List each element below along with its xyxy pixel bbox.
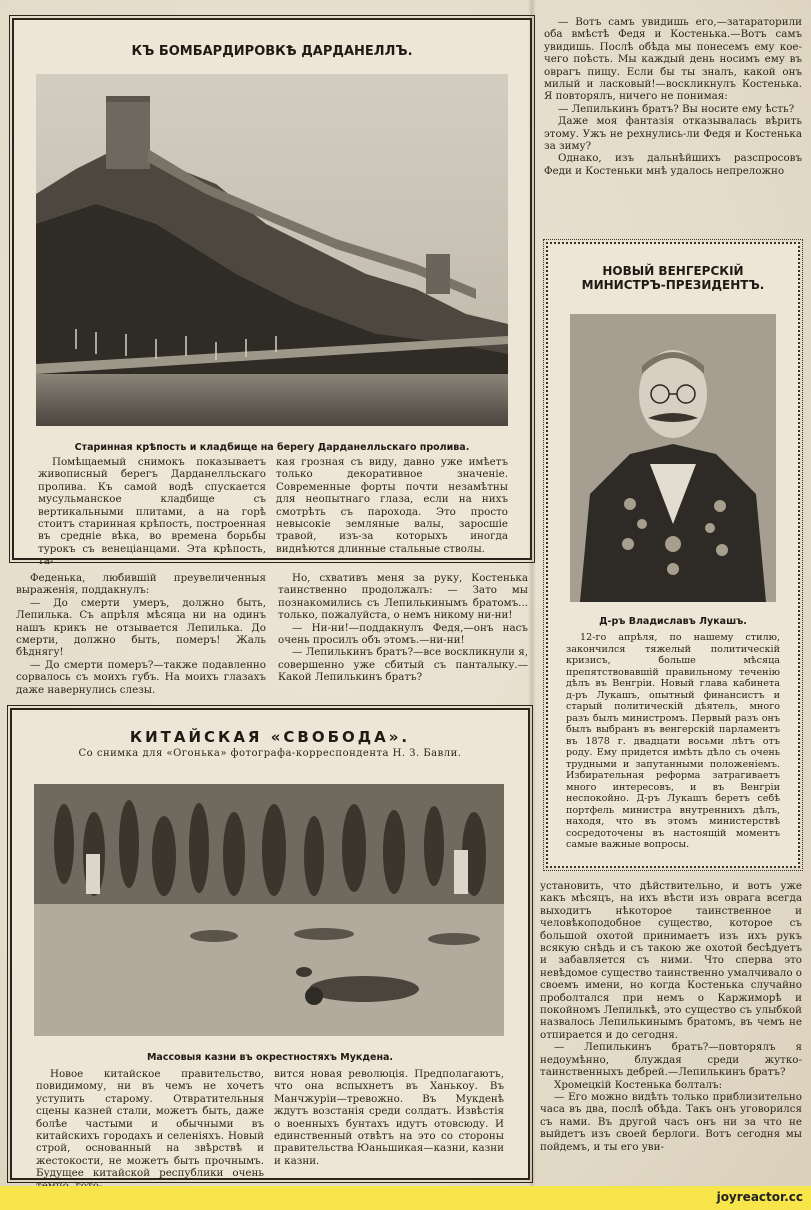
story-paragraph: — Лепилькинъ братъ?—повторялъ я недоумѣнно, блуждая среди жутко-таинственныхъ дебрей.—Лепилькинъ братъ? — [540, 1041, 802, 1079]
story-paragraph: установить, что дѣйствительно, и вотъ уже какъ мѣсяцъ, на ихъ вѣсти изъ оврага всегда выходитъ нѣкоторое таинственное и человѣкоподобное существо, которое съ большой охотой принимаетъ изъ ихъ рукъ всякую снѣдь и съ такою же охотой бесѣдуетъ и забавляется съ ними. Что сперва это невѣдомое существо таинственно умалчивало о своемъ имени, но когда Костенька случайно проболтался при немъ о Каржиморѣ и покойномъ Лепилькѣ, это существо съ улыбкой назвалось Лепилькинымъ братомъ, въ чемъ не отпирается и до сегодня. — [540, 880, 802, 1041]
story-bottom-right — [540, 880, 802, 1153]
watermark-text[interactable]: joyreactor.cc — [716, 1190, 803, 1204]
dardanelles-title: КЪ БОМБАРДИРОВКѢ ДАРДАНЕЛЛЪ. — [131, 44, 413, 59]
watermark-bar — [0, 1186, 811, 1210]
story-paragraph: — Вотъ самъ увидишь его,—затараторили оба вмѣстѣ Федя и Костенька.—Вотъ самъ увидишь. Послѣ обѣда мы понесемъ ему кое-чего поѣсть. Мы каждый день носимъ ему въ оврагъ пищу. Если бы ты зналъ, какой онъ милый и ласковый!—воскликнулъ Костенька. Я повторялъ, ничего не понимая: — [544, 16, 802, 103]
dardanelles-photo — [36, 74, 508, 426]
story-paragraph: Но, схвативъ меня за руку, Костенька таинственно продолжалъ: — Зато мы познакомились съ Лепилькинымъ братомъ... только, пожалуйста, о немъ никому ни-ни! — [278, 572, 528, 622]
china-photo-caption: Массовыя казни въ окрестностяхъ Мукдена. — [146, 1052, 394, 1063]
story-paragraph: — Его можно видѣть только приблизительно часа въ два, послѣ обѣда. Такъ онъ уговорился съ нами. Въ другой часъ онъ ни за что не выйдетъ изъ своей берлоги. Вотъ сегодня мы пойдемъ, и ты его уви- — [540, 1090, 802, 1153]
hungary-portrait — [570, 314, 776, 602]
story-paragraph: — Лепилькинъ братъ?—все воскликнули я, совершенно уже сбитый съ панталыку.—Какой Лепилькинъ братъ? — [278, 646, 528, 684]
page-fold — [528, 0, 536, 1210]
story-paragraph: — До смерти умеръ, должно быть, Лепилька. Съ апрѣля мѣсяца ни на одинъ нашъ крикъ не отзывается Лепилька. До смерти, должно быть, померъ! Жаль бѣднягу! — [16, 596, 266, 659]
story-paragraph: Однако, изъ дальнѣйшихъ разспросовъ Феди и Костеньки мнѣ удалось непреложно — [544, 152, 802, 177]
portrait-illustration — [570, 314, 776, 602]
story-paragraph: Хромецкій Костенька болталъ: — [554, 1078, 723, 1091]
story-paragraph: — Лепилькинъ братъ? Вы носите ему ѣсть? — [558, 102, 795, 115]
hungary-title: НОВЫЙ ВЕНГЕРСКІЙ МИНИСТРЪ-ПРЕЗИДЕНТЪ. — [581, 264, 765, 292]
story-mid-col1 — [16, 572, 266, 696]
china-text-left: Новое китайское правительство, повидимому, ни въ чемъ не хочетъ уступить старому. Отвратительныя сцены казней стали, можетъ быть, даже болѣе частыми и обычными въ китайскихъ городахъ и селеніяхъ. Новый строй, основанный на звѣрствѣ и жестокости, не можетъ быть прочнымъ. Будущее китайской республики очень — [36, 1068, 264, 1180]
hungary-photo-caption: Д-ръ Владиславъ Лукашъ. — [599, 616, 747, 627]
execution-photo-illustration — [34, 784, 504, 1036]
hungary-text: 12-го апрѣля, по нашему стилю, закончился тяжелый политическій кризисъ, больше мѣсяца препятствовавшій правильному теченію дѣлъ въ Венгріи. Новый глава кабинета д-ръ Лукашъ, опытный финансистъ и старый политическій дѣятель, много разъ былъ министромъ. Первый разъ онъ былъ выбранъ въ венгерскій парламентъ въ 1878 г. двадцати восьми лѣтъ отъ роду. Ему придется имѣть дѣло съ очень трудными и запутанными положеніемъ. Избирательная реформа затрагиваетъ много интересовъ, и въ Венгріи неспокойно. Д-ръ Лукашъ беретъ себѣ портфель министра внутреннихъ дѣлъ, находя, что въ этомъ министерствѣ сосредоточены въ настоящій моментъ самые важные вопросы. — [566, 632, 780, 850]
china-subtitle: Со снимка для «Огонька» фотографа-корреспондента Н. З. Бавли. — [78, 748, 462, 759]
story-mid-col2 — [278, 572, 528, 684]
story-paragraph: Феденька, любившій преувеличенныя выраженія, поддакнулъ: — [16, 572, 266, 597]
dardanelles-text-right: кая грозная съ виду, давно уже имѣетъ только декоративное значеніе. Современные форты почти незамѣтны для неопытнаго глаза, если на нихъ смотрѣть съ парохода. Это просто невысокіе земляные валы, заросшіе травой, изъ-за которыхъ иногда виднѣются длинные стальные стволы. — [276, 456, 508, 555]
china-photo — [34, 784, 504, 1036]
hungary-article — [546, 242, 800, 868]
china-title: КИТАЙСКАЯ «СВОБОДА». — [129, 728, 411, 746]
story-paragraph: — Ни-ни!—поддакнулъ Федя,—онъ насъ очень просилъ объ этомъ.—ни-ни! — [278, 621, 528, 647]
story-paragraph: — До смерти померъ?—также подавленно сорвалось съ моихъ губъ. На моихъ глазахъ даже навернулись слезы. — [16, 658, 266, 696]
dardanelles-photo-caption: Старинная крѣпость и кладбище на берегу Дарданелльскаго пролива. — [74, 442, 470, 453]
fortress-photo-illustration — [36, 74, 508, 426]
story-top-right — [544, 16, 802, 177]
china-article — [10, 708, 530, 1180]
dardanelles-text-left: Помѣщаемый снимокъ показываетъ живописный берегъ Дарданелльскаго пролива. Къ самой водѣ спускается мусульманское кладбище съ вертикальными плитами, а на горѣ стоитъ старинная крѣпость, построенная въ средніе вѣка, во времена борьбы турокъ съ венеціанцами. Эта крѣпость, та- — [38, 456, 266, 568]
story-paragraph: Даже моя фантазія отказывалась вѣрить этому. Ужъ не рехнулись-ли Федя и Костенька за зиму? — [544, 115, 802, 153]
china-text-right: вится новая революція. Предполагаютъ, что она вспыхнетъ въ Ханькоу. Въ Манчжуріи—тревожно. Въ Мукденѣ ждутъ возстанія среди солдатъ. Извѣстія о военныхъ бунтахъ идутъ отовсюду. И единственный отвѣтъ на это со стороны правительства Юаньшикая—казни, казни и казни. — [274, 1068, 504, 1167]
dardanelles-article — [12, 18, 532, 568]
